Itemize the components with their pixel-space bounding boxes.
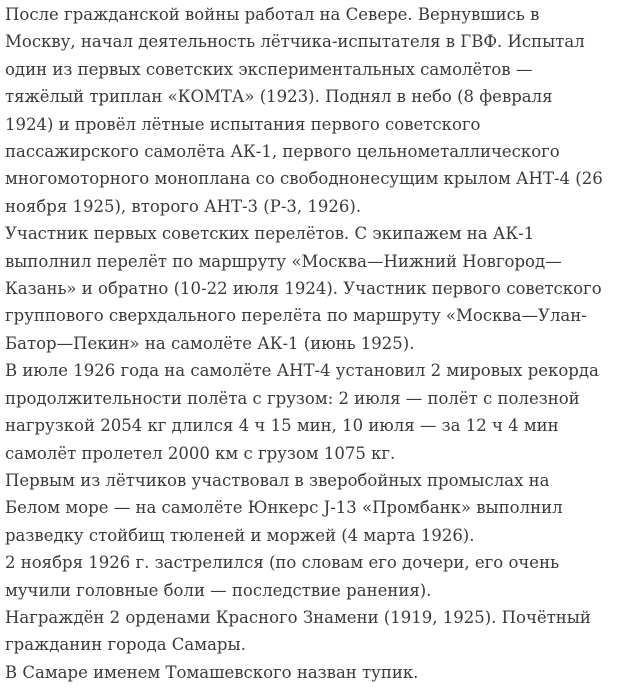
paragraph-first-flights: Участник первых советских перелётов. С экипажем на АК-1 выполнил перелёт по маршруту «Москва—Нижний Новгород—Казань» и обратно (10-22 июля 1924). Участник первого советского группового сверхдального перелёта по маршруту «Москва—Улан-Батор—Пекин» на самолёте АК-1 (июнь 1925). xyxy=(5,224,602,353)
paragraph-samara-street: В Самаре именем Томашевского назван тупик. xyxy=(5,662,419,682)
paragraph-white-sea: Первым из лётчиков участвовал в зверобойных промыслах на Белом море — на самолёте Юнкерс J-13 «Промбанк» выполнил разведку стойбищ тюленей и моржей (4 марта 1926). xyxy=(5,470,563,545)
paragraph-postwar-test-pilot: После гражданской войны работал на Севере. Вернувшись в Москву, начал деятельность лётчика-испытателя в ГВФ. Испытал один из первых советских экспериментальных самолётов — тяжёлый триплан «КОМТА» (1923). Поднял в небо (8 февраля 1924) и провёл лётные испытания первого советского пассажирского самолёта АК-1, первого цельнометаллического многомоторного моноплана со свободнонесущим крылом АНТ-4 (26 ноября 1925), второго АНТ-3 (Р-3, 1926). xyxy=(5,5,603,216)
paragraph-awards: Награждён 2 орденами Красного Знамени (1919, 1925). Почётный гражданин города Самары. xyxy=(5,607,591,655)
paragraph-world-records: В июле 1926 года на самолёте АНТ-4 установил 2 мировых рекорда продолжительности полёта с грузом: 2 июля — полёт с полезной нагрузкой 2054 кг длился 4 ч 15 мин, 10 июля — за 12 ч 4 мин самолёт пролетел 2000 км с грузом 1075 кг. xyxy=(5,361,599,463)
paragraph-death: 2 ноября 1926 г. застрелился (по словам его дочери, его очень мучили головные боли — последствие ранения). xyxy=(5,553,560,600)
